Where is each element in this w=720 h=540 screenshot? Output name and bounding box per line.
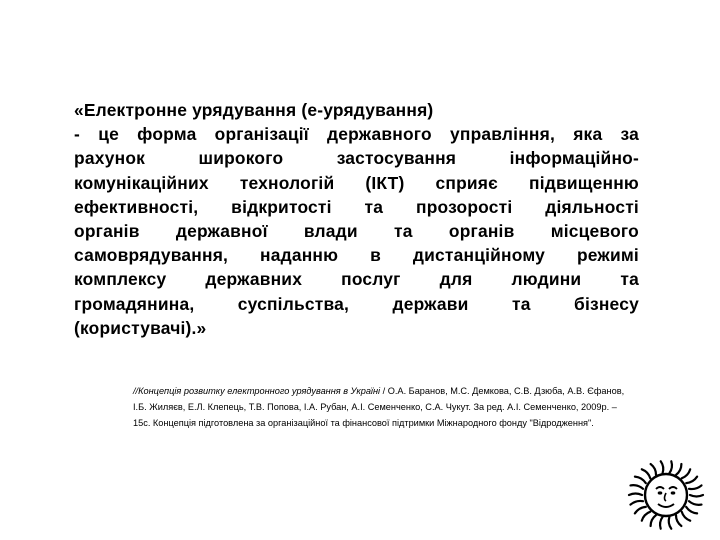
sun-ray [676,464,681,475]
sun-ray [689,501,702,505]
definition-word: «Електронне урядування (е-урядування) [74,100,434,120]
definition-word: технологій [239,172,335,193]
definition-word: суспільства, [237,293,350,314]
definition-line [74,98,639,122]
definition-word: дистанційному [412,245,546,266]
definition-word: самоврядування, [74,245,229,266]
sun-ray [676,515,681,526]
definition-word: управління, [450,124,555,145]
definition-word: це [98,124,119,145]
definition-line [74,219,639,243]
sun-right-eye [671,491,676,494]
definition-word: державної [175,220,268,241]
sun-ray [690,495,703,497]
definition-word: влади [303,220,358,241]
sun-ray [660,517,663,529]
definition-word: (користувачі).» [74,317,207,338]
sun-ray [642,512,651,521]
definition-word: - [74,124,80,145]
reference-citation [133,383,678,431]
reference-source-title: //Концепція розвитку електронного урядування в Україні [133,386,381,396]
definition-word: держави [392,293,469,314]
sun-ray [651,515,656,526]
definition-line [74,292,639,316]
sun-ray [635,507,646,514]
definition-word: та [394,220,413,241]
sun-ray [631,485,644,489]
definition-text [74,98,639,340]
definition-word: комунікаційних [74,172,209,193]
definition-word: органів [74,220,140,241]
reference-line: І.Б. Жиляєв, Е.Л. Клепець, Т.В. Попова, І.А. Рубан, А.І. Семенченко, С.А. Чукут. За ред. А.І. Семенченко, 2009р. – [133,402,617,412]
sun-ray [631,501,644,505]
definition-word: та [364,196,384,217]
sun-ray [661,461,664,473]
definition-word: форма [137,124,197,145]
definition-word: для [439,269,473,290]
definition-line [74,243,639,267]
definition-word: та [512,293,531,314]
definition-word: послуг [341,269,401,290]
sun-ray [635,477,646,484]
definition-word: застосування [336,148,457,169]
sun-face-outline [645,474,687,516]
sun-left-eye [658,491,663,494]
sun-ray [669,461,672,473]
sun-ray [682,469,691,478]
definition-word: організації [214,124,309,145]
definition-word: підвищенню [529,172,639,193]
definition-line [74,195,639,219]
definition-word: режимі [576,245,639,266]
reference-line [133,383,678,399]
sun-ray [689,485,702,489]
definition-word: та [620,269,639,290]
definition-word: людини [511,269,582,290]
definition-word: відкритості [231,196,332,217]
definition-word: сприяє [435,172,498,193]
definition-word: державних [205,269,303,290]
definition-word: державного [327,124,432,145]
definition-word: діяльності [545,196,639,217]
definition-word: в [370,245,381,266]
definition-line [74,171,639,195]
definition-word: громадянина, [74,293,195,314]
definition-word: за [620,124,639,145]
sun-ray [651,464,656,475]
sun-ray [629,494,642,496]
reference-line: 15с. Концепція підготовлена за організаційної та фінансової підтримки Міжнародного фонду "Відродження". [133,418,594,428]
definition-word: комплексу [74,269,167,290]
definition-word: прозорості [416,196,513,217]
definition-word: органів [448,220,515,241]
definition-line [74,267,639,291]
definition-word: бізнесу [574,293,639,314]
definition-word: наданню [260,245,339,266]
definition-line [74,316,639,340]
definition-word: рахунок [74,148,146,169]
sun-ray [682,512,691,521]
definition-line [74,122,639,146]
sun-ray [686,477,697,484]
sun-ray [669,517,672,529]
reference-authors: / О.А. Баранов, М.С. Демкова, С.В. Дзюба, А.В. Єфанов, [380,386,625,396]
sun-ray [642,469,651,478]
sun-face-logo-icon [622,455,710,535]
definition-word: (ІКТ) [365,172,405,193]
definition-word: широкого [198,148,284,169]
definition-word: ефективності, [74,196,199,217]
definition-word: місцевого [550,220,639,241]
definition-word: інформаційно- [509,148,639,169]
definition-word: яка [573,124,603,145]
sun-ray [686,507,697,514]
definition-line [74,146,639,170]
